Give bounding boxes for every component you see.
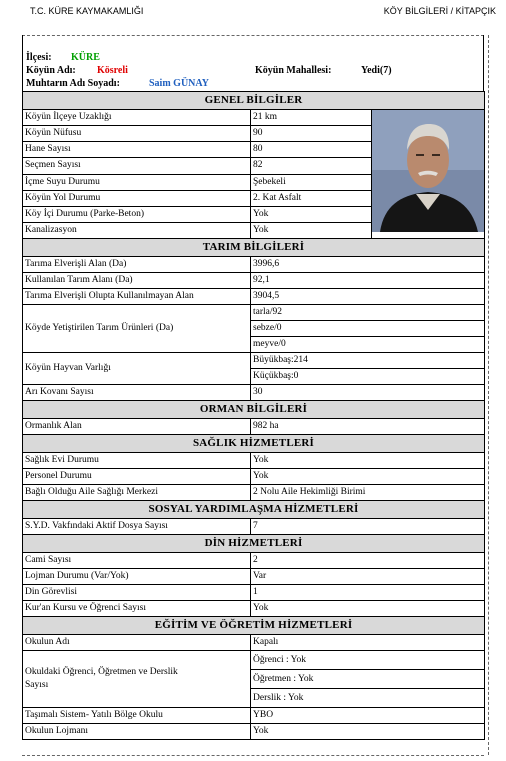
neighborhood-value: Yedi(7) <box>361 65 392 76</box>
education-label: Okulun Lojmanı <box>23 724 251 740</box>
forest-label: Ormanlık Alan <box>23 419 251 435</box>
village-data-table <box>22 91 485 740</box>
header-right: KÖY BİLGİLERİ / KİTAPÇIK <box>383 6 496 16</box>
education-value: Yok <box>251 724 485 740</box>
social-label: S.Y.D. Vakfındaki Aktif Dosya Sayısı <box>23 519 251 535</box>
health-label: Personel Durumu <box>23 469 251 485</box>
section-education: EĞİTİM VE ÖĞRETİM HİZMETLERİ <box>23 617 485 635</box>
headman-value: Saim GÜNAY <box>149 78 209 89</box>
page-right-border <box>488 35 489 755</box>
crops-label: Köyde Yetiştirilen Tarım Ürünleri (Da) <box>23 305 251 353</box>
health-value: Yok <box>251 469 485 485</box>
general-value: 90 <box>251 126 372 142</box>
general-label: Hane Sayısı <box>23 142 251 158</box>
section-forest: ORMAN BİLGİLERİ <box>23 401 485 419</box>
crop-value: tarla/92 <box>253 307 283 317</box>
general-label: İçme Suyu Durumu <box>23 174 251 190</box>
village-row <box>22 64 484 77</box>
headman-photo <box>372 110 485 239</box>
students-label <box>23 651 251 708</box>
general-value: 80 <box>251 142 372 158</box>
general-label: Köy İçi Durumu (Parke-Beton) <box>23 206 251 222</box>
general-label: Köyün Nüfusu <box>23 126 251 142</box>
headman-label: Muhtarın Adı Soyadı: <box>26 78 120 89</box>
livestock-label: Köyün Hayvan Varlığı <box>23 353 251 385</box>
general-value: Şebekeli <box>251 174 372 190</box>
section-social-aid: SOSYAL YARDIMLAŞMA HİZMETLERİ <box>23 501 485 519</box>
section-general: GENEL BİLGİLER <box>23 92 485 110</box>
general-value: 82 <box>251 158 372 174</box>
headman-row <box>22 77 484 91</box>
religion-value: Yok <box>251 601 485 617</box>
beehive-value: 30 <box>251 385 485 401</box>
health-value: Yok <box>251 453 485 469</box>
headman-portrait-image <box>372 110 485 232</box>
religion-label: Kur'an Kursu ve Öğrenci Sayısı <box>23 601 251 617</box>
district-label: İlçesi: <box>26 52 52 63</box>
religion-value: 1 <box>251 585 485 601</box>
general-label: Köyün İlçeye Uzaklığı <box>23 110 251 126</box>
religion-label: Lojman Durumu (Var/Yok) <box>23 569 251 585</box>
district-row <box>22 51 484 64</box>
agri-value: 92,1 <box>251 273 485 289</box>
section-health: SAĞLIK HİZMETLERİ <box>23 435 485 453</box>
district-value: KÜRE <box>71 52 100 63</box>
general-value: Yok <box>251 222 372 238</box>
classrooms-value: Derslik : Yok <box>251 688 484 707</box>
religion-label: Din Görevlisi <box>23 585 251 601</box>
section-religion: DİN HİZMETLERİ <box>23 535 485 553</box>
health-label: Sağlık Evi Durumu <box>23 453 251 469</box>
education-label: Okulun Adı <box>23 635 251 651</box>
students-label-line1: Okuldaki Öğrenci, Öğretmen ve Derslik <box>25 667 178 677</box>
students-values <box>251 651 485 708</box>
teachers-value: Öğretmen : Yok <box>251 669 484 688</box>
beehive-label: Arı Kovanı Sayısı <box>23 385 251 401</box>
page-bottom-border <box>22 755 484 756</box>
crops-values <box>251 305 485 353</box>
section-agriculture: TARIM BİLGİLERİ <box>23 239 485 257</box>
livestock-value: Küçükbaş:0 <box>251 368 484 384</box>
general-label: Seçmen Sayısı <box>23 158 251 174</box>
general-label: Kanalizasyon <box>23 222 251 238</box>
general-value: Yok <box>251 206 372 222</box>
health-label: Bağlı Olduğu Aile Sağlığı Merkezi <box>23 485 251 501</box>
header-left: T.C. KÜRE KAYMAKAMLIĞI <box>30 6 144 16</box>
livestock-value: Büyükbaş:214 <box>253 355 308 365</box>
health-value: 2 Nolu Aile Hekimliği Birimi <box>251 485 485 501</box>
agri-value: 3904,5 <box>251 289 485 305</box>
crop-value: meyve/0 <box>251 336 484 352</box>
social-value: 7 <box>251 519 485 535</box>
education-label: Taşımalı Sistem- Yatılı Bölge Okulu <box>23 708 251 724</box>
crop-value: sebze/0 <box>251 320 484 336</box>
agri-label: Tarıma Elverişli Olupta Kullanılmayan Alan <box>23 289 251 305</box>
village-info-sheet <box>22 35 484 740</box>
general-label: Köyün Yol Durumu <box>23 190 251 206</box>
religion-label: Cami Sayısı <box>23 553 251 569</box>
students-label-line2: Sayısı <box>25 680 49 690</box>
forest-value: 982 ha <box>251 419 485 435</box>
general-value: 2. Kat Asfalt <box>251 190 372 206</box>
village-value: Kösreli <box>97 65 128 76</box>
religion-value: Var <box>251 569 485 585</box>
education-value: YBO <box>251 708 485 724</box>
livestock-values <box>251 353 485 385</box>
general-value: 21 km <box>251 110 372 126</box>
neighborhood-label: Köyün Mahallesi: <box>255 65 332 76</box>
village-label: Köyün Adı: <box>26 65 76 76</box>
religion-value: 2 <box>251 553 485 569</box>
agri-label: Kullanılan Tarım Alanı (Da) <box>23 273 251 289</box>
education-value: Kapalı <box>251 635 485 651</box>
students-value: Öğrenci : Yok <box>253 655 307 665</box>
agri-value: 3996,6 <box>251 257 485 273</box>
agri-label: Tarıma Elverişli Alan (Da) <box>23 257 251 273</box>
